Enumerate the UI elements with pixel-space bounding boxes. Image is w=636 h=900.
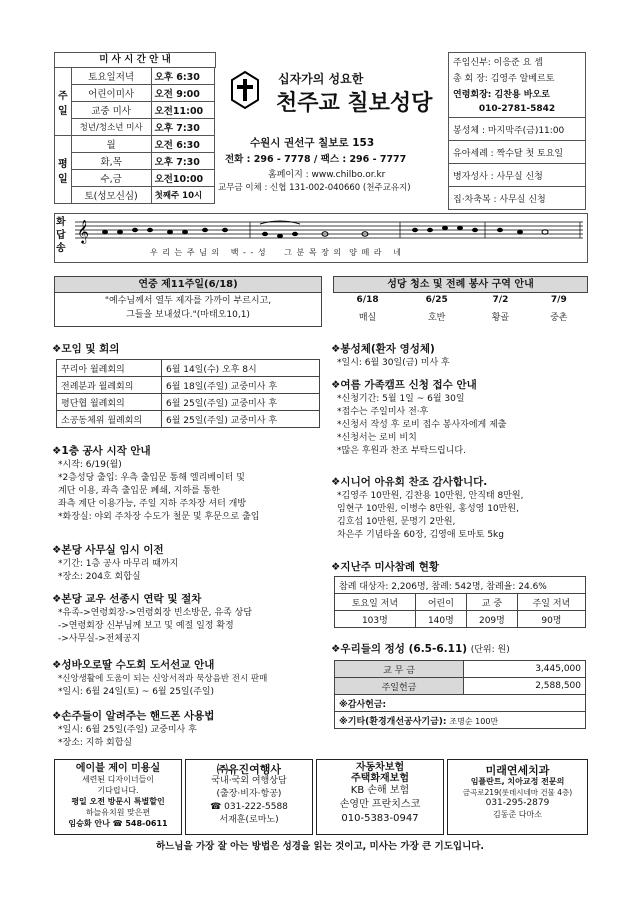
- construction-body: [58, 459, 259, 524]
- camp-line: *많은 후원과 찬조 부탁드립니다.: [337, 446, 466, 456]
- cleaning-table: [333, 292, 588, 324]
- ad-line: 미래연세치과: [485, 764, 550, 777]
- mass-schedule-table: [54, 67, 215, 204]
- cleaning-area: 황골: [491, 312, 510, 323]
- ad-line: 하늘유치원 맞은편: [85, 808, 151, 817]
- offering-name: 주일헌금: [335, 678, 464, 695]
- offering-other-value: 조명순 100만: [449, 716, 499, 726]
- church-homepage[interactable]: 홈페이지 : www.chilbo.or.kr: [268, 170, 386, 180]
- camp-line: *신청서는 로비 비치: [337, 433, 417, 443]
- mass-row-name: 토(성모신심): [71, 187, 151, 204]
- offering-amount: 3,445,000: [464, 661, 586, 678]
- offering-thanks: ※감사헌금:: [335, 695, 586, 712]
- cleaning-date: 6/18: [356, 295, 379, 305]
- attendance-header: 주일 저녁: [517, 594, 585, 611]
- attendance-summary: 참례 대상자: 2,206명, 참례: 542명, 참례율: 24.6%: [335, 577, 586, 594]
- attendance-header: 토요일 저녁: [335, 594, 416, 611]
- office-title: ❖본당 사무실 임시 이전: [52, 544, 164, 556]
- senior-title: ❖시니어 아유회 찬조 감사합니다.: [331, 476, 488, 488]
- mass-row-time: 오전10:00: [151, 170, 214, 187]
- meeting-name: 소공동체위 월례회의: [57, 411, 162, 428]
- sunday-quote-line: 그들을 보내셨다."(마태오10,1): [126, 310, 250, 320]
- ad-line: 자동차보험: [355, 762, 405, 773]
- attendance-header: 어린이: [415, 594, 466, 611]
- weekday-label: 평일: [55, 136, 72, 204]
- ad-box: [54, 759, 182, 835]
- mass-row-time: 첫째주 10시: [151, 187, 214, 204]
- senior-line: 임현구 10만원, 이병수 8만원, 홍성영 10만원,: [337, 504, 519, 514]
- mass-row-name: 수,금: [71, 170, 151, 187]
- sunday-quote-box: [54, 292, 322, 327]
- offering-name: 교 무 금: [335, 661, 464, 678]
- ad-line: 기다립니다.: [97, 786, 139, 795]
- office-line: *장소: 204호 회합실: [58, 572, 141, 582]
- communion-line: *일시: 6월 30일(금) 미사 후: [337, 358, 450, 368]
- mass-row-name: 청년/청소년 미사: [71, 119, 151, 136]
- sunday-title: 연중 제11주일(6/18): [54, 276, 322, 293]
- ad-box: [447, 759, 588, 835]
- camp-title: ❖여름 가족캠프 신청 접수 안내: [331, 379, 477, 391]
- staff-line: 병자성사 : 사무실 신청: [449, 164, 586, 187]
- senior-line: 차은주 기념타올 60장, 김영애 토마토 5kg: [337, 530, 504, 540]
- staff-line: 봉성체 : 마지막주(금)11:00: [449, 118, 586, 141]
- ad-line: 010-5383-0947: [341, 813, 419, 824]
- attendance-value: 103명: [335, 611, 416, 628]
- attendance-value: 209명: [466, 611, 517, 628]
- construction-line: 계단 이용, 좌측 출입문 폐쇄, 지하를 통한: [58, 486, 220, 496]
- staff-line: 총 회 장: 김영주 알베르토: [449, 69, 586, 85]
- ad-line: ☎ 031-222-5588: [210, 802, 288, 812]
- funeral-body: [58, 607, 252, 646]
- attendance-value: 140명: [415, 611, 466, 628]
- camp-line: *접수는 주일미사 전·후: [337, 407, 429, 417]
- construction-line: *화장실: 야외 주차장 수도가 철문 및 후문으로 출입: [58, 512, 260, 522]
- books-body: [58, 673, 267, 699]
- construction-line: *2층성당 출입: 우측 출입문 통해 엘리베이터 및: [58, 473, 245, 483]
- ad-line: ㈜유진여행사: [216, 763, 282, 776]
- ad-line: 주택화재보험: [351, 773, 409, 784]
- mass-row-time: 오전 9:00: [151, 85, 214, 102]
- books-line: *일시: 6월 24일(토) ~ 6월 25일(주일): [58, 687, 215, 697]
- ad-box: [316, 759, 444, 835]
- staff-table: [448, 52, 586, 210]
- meeting-when: 6월 18일(주일) 교중미사 후: [162, 377, 320, 394]
- mass-row-time: 오후 7:30: [151, 119, 214, 136]
- cleaning-date: 7/9: [550, 295, 567, 305]
- offering-table: [334, 660, 586, 729]
- church-name: 천주교 칠보성당: [276, 90, 433, 116]
- ad-line: 세련된 디자이너들이: [81, 775, 155, 784]
- camp-body: [337, 393, 506, 458]
- offering-title: ❖우리들의 정성 (6.5-6.11) (단위: 원): [331, 643, 510, 655]
- ad-line: 031-295-2879: [485, 798, 550, 808]
- church-logo-icon: [228, 70, 262, 110]
- construction-title: ❖1층 공사 시작 안내: [52, 445, 151, 457]
- meeting-name: 평단협 월례회의: [57, 394, 162, 411]
- offering-other-cell: [335, 712, 586, 729]
- meetings-title: ❖모임 및 회의: [52, 343, 120, 355]
- ad-line: 금곡로219(롯데시네마 건물 4층): [462, 788, 573, 797]
- hymn-label: 화답송: [56, 217, 66, 254]
- phone-class-line: *장소: 지하 회합실: [58, 738, 133, 748]
- mass-row-time: 오후 7:30: [151, 153, 214, 170]
- mass-row-name: 어린이미사: [71, 85, 151, 102]
- staff-phone: 010-2781-5842: [449, 101, 586, 118]
- staff-line: 주임신부: 이응준 요 셉: [449, 53, 586, 70]
- mass-row-name: 화,목: [71, 153, 151, 170]
- books-title: ❖성바오로딸 수도회 도서선교 안내: [52, 659, 215, 671]
- phone-class-title: ❖손주들이 알려주는 핸드폰 사용법: [52, 710, 215, 722]
- ad-line: 임플란트, 치아교정 전문의: [470, 777, 565, 786]
- funeral-line: ->사무실->전체공지: [58, 634, 141, 644]
- ad-line: 손영만 프란치스코: [339, 799, 421, 810]
- mass-row-time: 오전11:00: [151, 102, 214, 119]
- communion-body: [337, 357, 450, 370]
- offering-amount: 2,588,500: [464, 678, 586, 695]
- office-body: [58, 558, 178, 584]
- cleaning-area: 호반: [427, 312, 446, 323]
- church-account: 교무금 이체 : 신협 131-002-040660 (천주교유지): [218, 183, 411, 193]
- camp-line: *신청기간: 5월 1일 ~ 6월 30일: [337, 394, 465, 404]
- cleaning-area: 매실: [358, 312, 377, 323]
- office-line: *기간: 1층 공사 마무리 때까지: [58, 559, 179, 569]
- footer-text: 하느님을 가장 잘 아는 방법은 성경을 읽는 것이고, 미사는 가장 큰 기도입니다.: [155, 841, 485, 852]
- mass-row-name: 월: [71, 136, 151, 153]
- attendance-header: 교 중: [466, 594, 517, 611]
- construction-line: *시작: 6/19(월): [58, 460, 122, 470]
- offering-period: (6.5-6.11): [408, 643, 468, 655]
- hymn-lyrics: 우 리 는 주 님 의 백 - - 성 그 분 목 장 의 양 떼 라 네: [150, 248, 402, 257]
- meeting-when: 6월 14일(수) 오후 8시: [162, 360, 320, 377]
- funeral-title: ❖본당 교우 선종시 연락 및 절차: [52, 593, 202, 605]
- attendance-value: 90명: [517, 611, 585, 628]
- senior-line: 김호섭 10만원, 문명기 2만원,: [337, 517, 456, 527]
- treble-clef-icon: 𝄞: [77, 219, 89, 243]
- attendance-table: [334, 576, 586, 628]
- phone-class-line: *일시: 6월 25일(주일) 교중미사 후: [58, 725, 197, 735]
- meetings-table: [56, 359, 320, 428]
- senior-body: [337, 490, 523, 542]
- books-line: *신앙생활에 도움이 되는 신앙서적과 묵상음반 전시 판매: [58, 674, 268, 684]
- camp-line: *신청서 작성 후 로비 접수 봉사자에게 제출: [337, 420, 507, 430]
- meeting-when: 6월 25일(주일) 교중미사 후: [162, 411, 320, 428]
- meeting-when: 6월 25일(주일) 교중미사 후: [162, 394, 320, 411]
- ad-line: KB 손해 보험: [350, 785, 410, 796]
- mass-row-time: 오전 6:30: [151, 136, 214, 153]
- church-phone: 전화 : 296 - 7778 / 팩스 : 296 - 7777: [225, 154, 407, 165]
- cleaning-title: 성당 청소 및 전례 봉사 구역 안내: [333, 276, 588, 293]
- ad-line: 평일 오전 방문시 특별할인: [71, 797, 165, 806]
- mass-title: 미 사 시 간 안 내: [54, 52, 216, 68]
- staff-line: 연령회장: 김찬용 바오로: [449, 85, 586, 101]
- sunday-label: 주일: [55, 68, 72, 136]
- mass-row-name: 교중 미사: [71, 102, 151, 119]
- cleaning-area: 중촌: [550, 312, 568, 323]
- ad-line: 에이블 제이 미용실: [75, 763, 161, 774]
- ad-line: 임승화 안나 ☎ 548-0611: [68, 819, 168, 828]
- staff-line: 집·차축복 : 사무실 신청: [449, 187, 586, 210]
- ad-box: [185, 759, 313, 835]
- church-address: 수원시 권선구 칠보로 153: [250, 137, 375, 149]
- senior-line: *김영주 10만원, 김찬용 10만원, 안직태 8만원,: [337, 491, 524, 501]
- cleaning-date: 7/2: [492, 295, 509, 305]
- church-subtitle: 십자가의 성요한: [278, 72, 364, 86]
- ad-line: 국내·국외 여행상담: [211, 776, 287, 786]
- meeting-name: 꾸리아 월례회의: [57, 360, 162, 377]
- mass-row-time: 오후 6:30: [151, 68, 214, 85]
- communion-title: ❖봉성체(환자 영성체): [331, 343, 435, 355]
- cleaning-date: 6/25: [425, 295, 448, 305]
- funeral-line: ->연령회장 신부님께 보고 및 예절 일정 확정: [58, 621, 234, 631]
- phone-class-body: [58, 724, 197, 750]
- staff-line: 유아세례 : 짝수달 첫 토요일: [449, 141, 586, 164]
- offering-other-label: ※기타(환경개선공사기금):: [339, 716, 447, 727]
- sunday-quote-line: "예수님께서 열두 제자를 가까이 부르시고,: [104, 296, 272, 306]
- offering-unit: (단위: 원): [470, 645, 510, 655]
- funeral-line: *유족->연령회장->연령회장 빈소방문, 유족 상담: [58, 608, 253, 618]
- ad-line: 김동준 다마소: [493, 810, 542, 819]
- meeting-name: 전례분과 월례회의: [57, 377, 162, 394]
- mass-row-name: 토요일저녁: [71, 68, 151, 85]
- ad-line: 서재훈(로마노): [219, 815, 279, 825]
- hymn-staff: [75, 216, 583, 246]
- construction-line: 좌측 계단 이용가능, 주일 지하 주차장 셔터 개방: [58, 499, 247, 509]
- attendance-title: ❖지난주 미사참례 현황: [331, 561, 440, 573]
- ad-line: (출장·비자·항공): [216, 789, 282, 799]
